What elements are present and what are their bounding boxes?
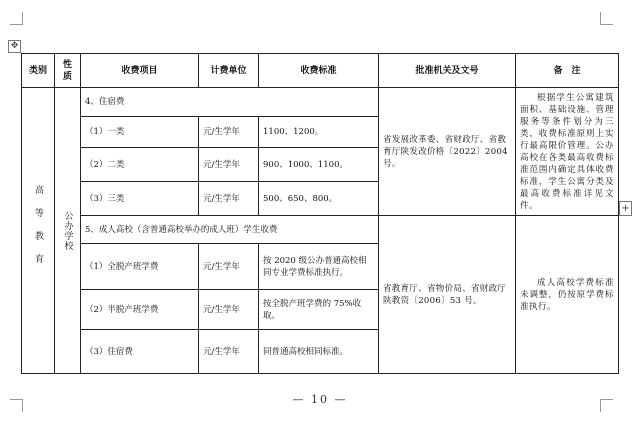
crop-mark-top-right xyxy=(600,12,613,25)
header-remarks: 备 注 xyxy=(516,54,619,88)
header-standard: 收费标准 xyxy=(259,54,379,88)
item-cell: （2）二类 xyxy=(81,148,199,182)
table-move-handle-icon[interactable]: ✥ xyxy=(8,40,21,53)
remarks-accommodation: 根据学生公寓建筑面积、基础设施、管理服务等条件划分为三类，收费标准原则上实行最高限价管理。公办高校在各类最高收费标准范围内确定具体收费标准，学生公寓分类及最高收费标准详见文件。 xyxy=(516,88,619,216)
standard-cell: 500、650、800。 xyxy=(259,182,379,216)
approval-accommodation: 省发展改革委、省财政厅、省教育厅陕发改价格〔2022〕2004 号。 xyxy=(379,88,516,216)
item-cell: （3）三类 xyxy=(81,182,199,216)
header-unit: 计费单位 xyxy=(199,54,259,88)
standard-cell: 按全脱产班学费的 75%收取。 xyxy=(259,290,379,330)
header-approval: 批准机关及文号 xyxy=(379,54,516,88)
unit-cell: 元/生学年 xyxy=(199,182,259,216)
unit-cell: 元/生学年 xyxy=(199,244,259,290)
item-cell: （1）全脱产班学费 xyxy=(81,244,199,290)
unit-cell: 元/生学年 xyxy=(199,290,259,330)
crop-mark-top-left xyxy=(10,12,23,25)
header-nature: 性质 xyxy=(55,54,81,88)
nature-text: 公办学校 xyxy=(62,210,73,251)
standard-cell: 900、1000、1100。 xyxy=(259,148,379,182)
unit-cell: 元/生学年 xyxy=(199,148,259,182)
standard-cell: 1100、1200。 xyxy=(259,117,379,148)
nature-cell xyxy=(55,88,81,374)
unit-cell: 元/生学年 xyxy=(199,117,259,148)
remarks-adult: 成人高校学费标准未调整，仍按原学费标准执行。 xyxy=(516,216,619,374)
add-column-plus-icon[interactable]: + xyxy=(619,201,632,216)
header-category: 类别 xyxy=(22,54,55,88)
header-row xyxy=(22,54,619,88)
header-item: 收费项目 xyxy=(81,54,199,88)
standard-cell: 按 2020 级公办普通高校相同专业学费标准执行。 xyxy=(259,244,379,290)
section-adult-title: 5、成人高校（含普通高校举办的成人班）学生收费 xyxy=(81,216,379,244)
section-adult-row xyxy=(22,216,619,244)
section-accommodation-row xyxy=(22,88,619,117)
approval-adult: 省教育厅、省物价局、省财政厅陕教资〔2006〕53 号。 xyxy=(379,216,516,374)
category-text: 高等教育 xyxy=(33,184,43,277)
item-cell: （1）一类 xyxy=(81,117,199,148)
item-cell: （2）半脱产班学费 xyxy=(81,290,199,330)
section-accommodation-title: 4、住宿费 xyxy=(81,88,379,117)
page-number: — 10 — xyxy=(292,393,348,406)
fee-table xyxy=(21,53,619,374)
standard-cell: 同普通高校相同标准。 xyxy=(259,330,379,374)
category-cell xyxy=(22,88,55,374)
item-cell: （3）住宿费 xyxy=(81,330,199,374)
unit-cell: 元/生学年 xyxy=(199,330,259,374)
